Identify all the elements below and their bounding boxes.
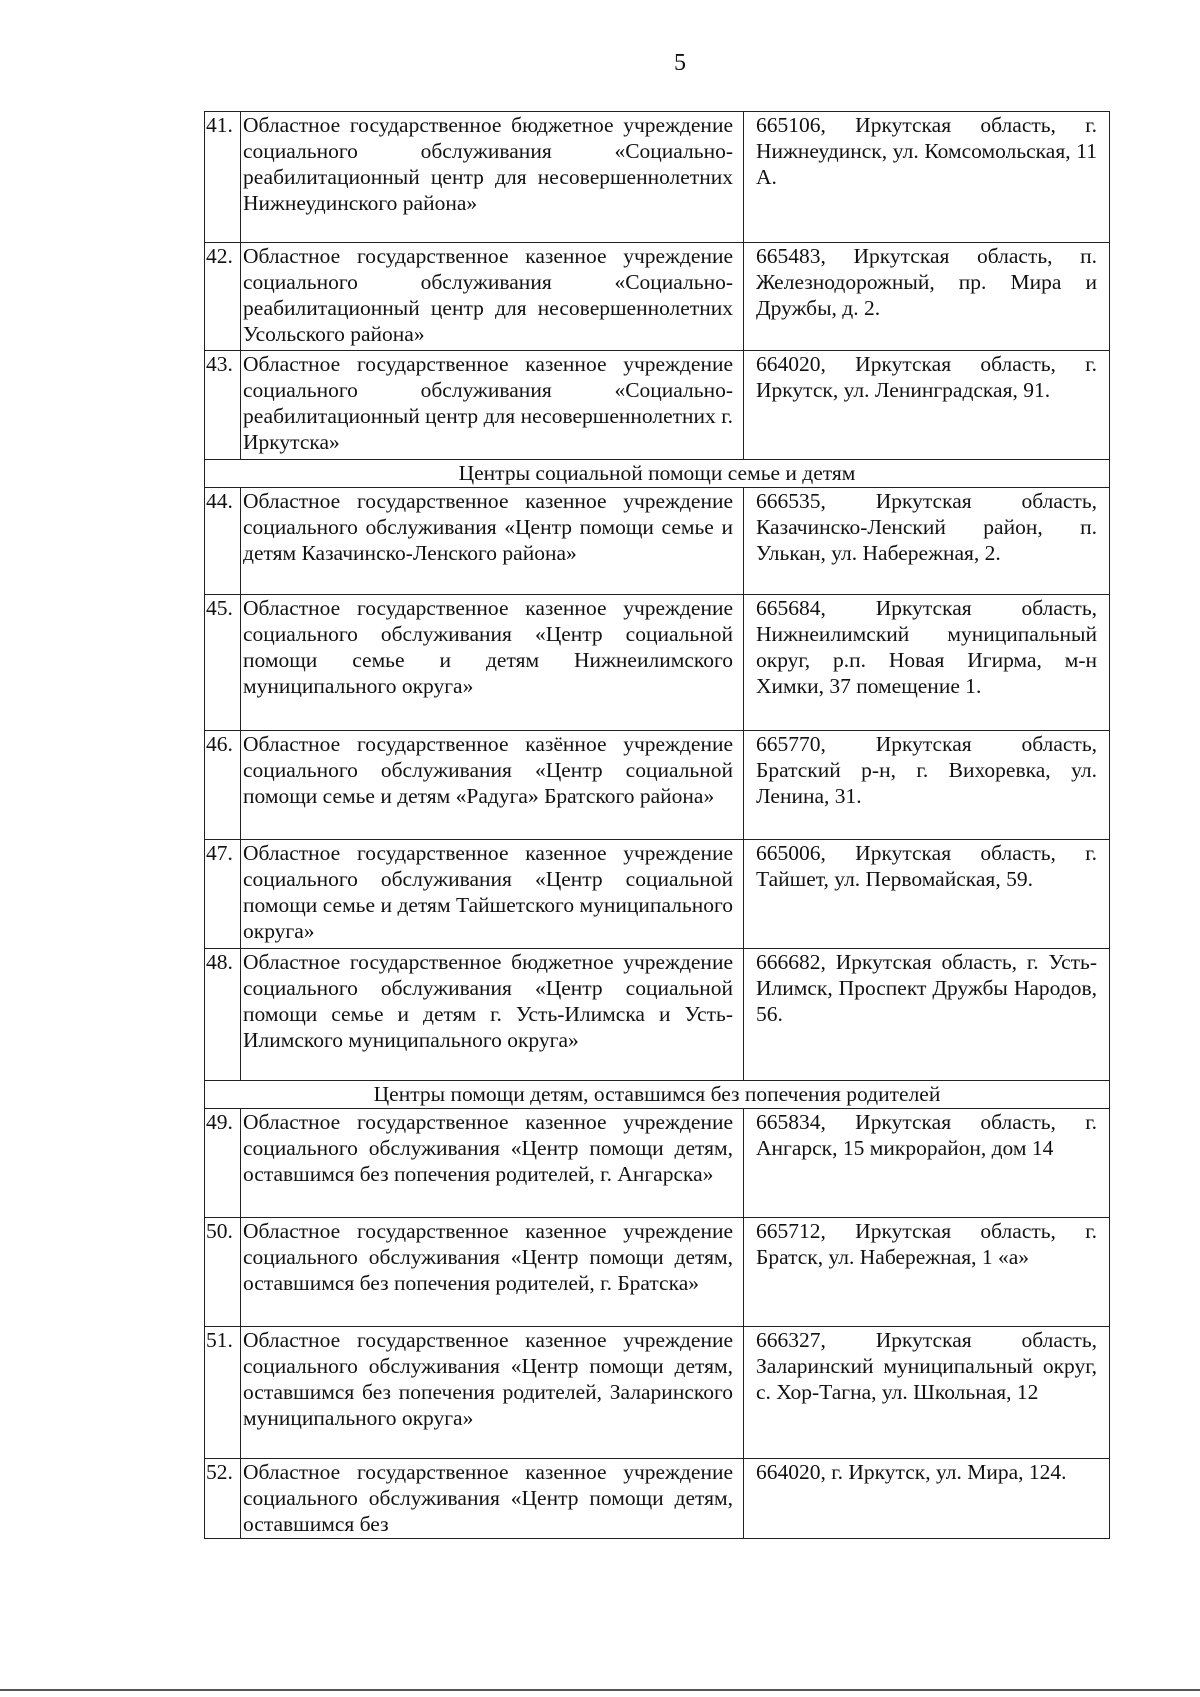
- table-row: [205, 112, 1110, 243]
- institution-name: Областное государственное казенное учреждение социального обслуживания «Центр помощи детям, оставшимся без попечения родителей, г. Братска»: [241, 1218, 744, 1327]
- row-number: 45.: [205, 595, 241, 731]
- row-number: 46.: [205, 731, 241, 840]
- institution-name: Областное государственное бюджетное учреждение социального обслуживания «Социально-реабилитационный центр для несовершеннолетних Нижнеудинского района»: [241, 112, 744, 243]
- institution-name: Областное государственное казенное учреждение социального обслуживания «Центр помощи детям, оставшимся без попечения родителей, Заларинского муниципального округа»: [241, 1327, 744, 1459]
- row-number: 51.: [205, 1327, 241, 1459]
- table-row: [205, 1459, 1110, 1539]
- institution-address: 664020, Иркутская область, г. Иркутск, ул. Ленинградская, 91.: [744, 351, 1110, 460]
- institution-address: 665483, Иркутская область, п. Железнодорожный, пр. Мира и Дружбы, д. 2.: [744, 243, 1110, 351]
- institution-name: Областное государственное казённое учреждение социального обслуживания «Центр социальной помощи семье и детям «Радуга» Братского района»: [241, 731, 744, 840]
- row-number: 43.: [205, 351, 241, 460]
- institution-address: 665712, Иркутская область, г. Братск, ул. Набережная, 1 «а»: [744, 1218, 1110, 1327]
- institution-name: Областное государственное казенное учреждение социального обслуживания «Центр социальной помощи семье и детям Тайшетского муниципального округа»: [241, 840, 744, 949]
- table-row: [205, 1327, 1110, 1459]
- row-number: 42.: [205, 243, 241, 351]
- table-row: [205, 840, 1110, 949]
- institution-name: Областное государственное казенное учреждение социального обслуживания «Центр социальной помощи семье и детям Нижнеилимского муниципального округа»: [241, 595, 744, 731]
- institution-address: 665106, Иркутская область, г. Нижнеудинск, ул. Комсомольская, 11 А.: [744, 112, 1110, 243]
- page-bottom-rule: [0, 1689, 1200, 1691]
- row-number: 52.: [205, 1459, 241, 1539]
- institution-address: 665770, Иркутская область, Братский р-н, г. Вихоревка, ул. Ленина, 31.: [744, 731, 1110, 840]
- table-row: [205, 1218, 1110, 1327]
- institution-address: 665006, Иркутская область, г. Тайшет, ул. Первомайская, 59.: [744, 840, 1110, 949]
- row-number: 41.: [205, 112, 241, 243]
- institution-name: Областное государственное казенное учреждение социального обслуживания «Центр помощи детям, оставшимся без попечения родителей, г. Ангарска»: [241, 1109, 744, 1218]
- institution-name: Областное государственное казенное учреждение социального обслуживания «Центр помощи семье и детям Казачинско-Ленского района»: [241, 488, 744, 595]
- section-title: Центры социальной помощи семье и детям: [205, 460, 1110, 488]
- section-header-row: [205, 1081, 1110, 1109]
- institution-address: 666535, Иркутская область, Казачинско-Ленский район, п. Улькан, ул. Набережная, 2.: [744, 488, 1110, 595]
- institution-address: 665834, Иркутская область, г. Ангарск, 15 микрорайон, дом 14: [744, 1109, 1110, 1218]
- institutions-table: [204, 111, 1110, 1539]
- table-row: [205, 949, 1110, 1081]
- row-number: 47.: [205, 840, 241, 949]
- row-number: 44.: [205, 488, 241, 595]
- institution-name: Областное государственное бюджетное учреждение социального обслуживания «Центр социальной помощи семье и детям г. Усть-Илимска и Усть-Илимского муниципального округа»: [241, 949, 744, 1081]
- institution-address: 666682, Иркутская область, г. Усть-Илимск, Проспект Дружбы Народов, 56.: [744, 949, 1110, 1081]
- page-number: 5: [674, 50, 686, 76]
- section-title: Центры помощи детям, оставшимся без попечения родителей: [205, 1081, 1110, 1109]
- table-row: [205, 595, 1110, 731]
- row-number: 50.: [205, 1218, 241, 1327]
- table-row: [205, 351, 1110, 460]
- institution-address: 666327, Иркутская область, Заларинский муниципальный округ, с. Хор-Тагна, ул. Школьная, 12: [744, 1327, 1110, 1459]
- institution-address: 665684, Иркутская область, Нижнеилимский муниципальный округ, р.п. Новая Игирма, м-н Химки, 37 помещение 1.: [744, 595, 1110, 731]
- table-row: [205, 488, 1110, 595]
- row-number: 49.: [205, 1109, 241, 1218]
- institution-name: Областное государственное казенное учреждение социального обслуживания «Центр помощи детям, оставшимся без: [241, 1459, 744, 1539]
- institution-address: 664020, г. Иркутск, ул. Мира, 124.: [744, 1459, 1110, 1539]
- institution-name: Областное государственное казенное учреждение социального обслуживания «Социально-реабилитационный центр для несовершеннолетних г. Иркутска»: [241, 351, 744, 460]
- table-row: [205, 243, 1110, 351]
- row-number: 48.: [205, 949, 241, 1081]
- table-row: [205, 731, 1110, 840]
- institution-name: Областное государственное казенное учреждение социального обслуживания «Социально-реабилитационный центр для несовершеннолетних Усольского района»: [241, 243, 744, 351]
- section-header-row: [205, 460, 1110, 488]
- table-row: [205, 1109, 1110, 1218]
